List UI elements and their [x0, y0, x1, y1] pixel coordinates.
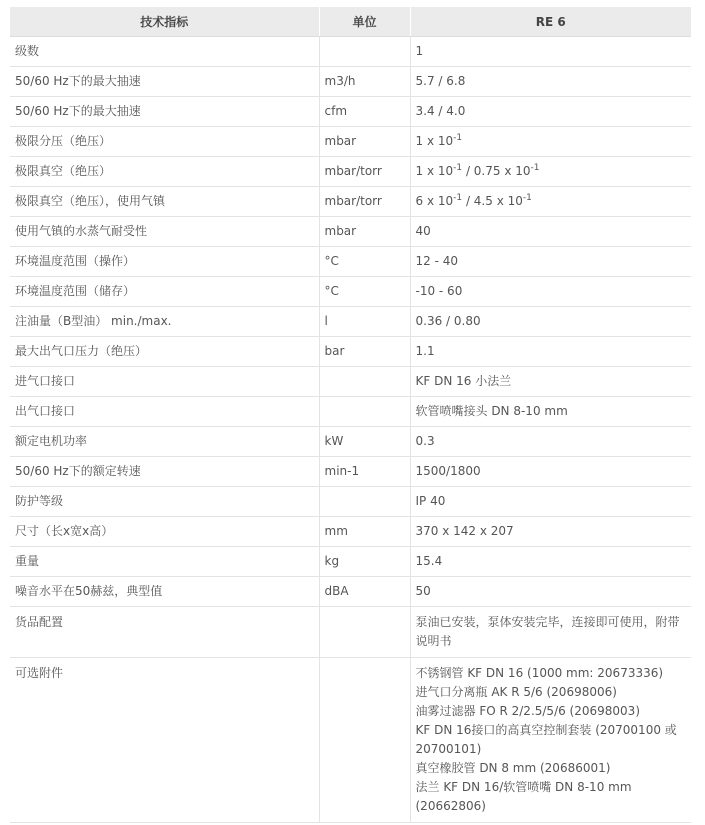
spec-value [410, 307, 691, 337]
spec-value: 泵油已安装，泵体安装完毕，连接即可使用，附带说明书 [410, 607, 691, 658]
accessory-item: 不锈钢管 KF DN 16 (1000 mm: 20673336) [415, 666, 664, 680]
spec-value-text-2: / 4.5 x 10 [462, 194, 523, 209]
spec-name: 50/60 Hz下的额定转速 [10, 457, 319, 487]
spec-unit [319, 37, 410, 67]
table-row [10, 157, 691, 187]
spec-unit: °C [319, 247, 410, 277]
spec-unit: kg [319, 547, 410, 577]
spec-name: 50/60 Hz下的最大抽速 [10, 97, 319, 127]
accessory-item: 油雾过滤器 FO R 2/2.5/5/6 (20698003) [415, 704, 641, 718]
table-row [10, 487, 691, 517]
spec-value [410, 397, 691, 427]
spec-value-text: 40 [415, 224, 431, 239]
spec-value [410, 337, 691, 367]
spec-value-text: 1 x 10 [415, 134, 454, 149]
table-row [10, 397, 691, 427]
spec-unit: °C [319, 277, 410, 307]
spec-unit: l [319, 307, 410, 337]
accessory-list [410, 658, 691, 823]
spec-value [410, 367, 691, 397]
spec-name: 出气口接口 [10, 397, 319, 427]
spec-value-text: 0.3 [415, 434, 435, 449]
spec-value [410, 517, 691, 547]
spec-unit [319, 397, 410, 427]
spec-unit: mbar [319, 127, 410, 157]
spec-name: 货品配置 [10, 607, 319, 658]
spec-value [410, 97, 691, 127]
spec-name: 50/60 Hz下的最大抽速 [10, 67, 319, 97]
spec-value [410, 427, 691, 457]
spec-value [410, 247, 691, 277]
header-row [10, 7, 691, 37]
spec-unit: mbar [319, 217, 410, 247]
spec-unit: mbar/torr [319, 157, 410, 187]
spec-unit: min-1 [319, 457, 410, 487]
table-row [10, 577, 691, 607]
spec-table [10, 7, 691, 823]
spec-unit: dBA [319, 577, 410, 607]
spec-value [410, 127, 691, 157]
accessory-item: 法兰 KF DN 16/软管喷嘴 DN 8-10 mm [415, 780, 632, 794]
spec-name: 噪音水平在50赫兹，典型值 [10, 577, 319, 607]
table-row [10, 427, 691, 457]
spec-value-text: 6 x 10 [415, 194, 454, 209]
table-row [10, 307, 691, 337]
spec-value [410, 217, 691, 247]
spec-value-text: 12 - 40 [415, 254, 458, 269]
spec-name: 最大出气口压力（绝压） [10, 337, 319, 367]
spec-unit [319, 487, 410, 517]
header-unit: 单位 [319, 7, 410, 37]
spec-name: 使用气镇的水蒸气耐受性 [10, 217, 319, 247]
spec-name: 注油量（B型油） min./max. [10, 307, 319, 337]
table-row [10, 217, 691, 247]
table-row [10, 67, 691, 97]
spec-name: 重量 [10, 547, 319, 577]
spec-unit [319, 607, 410, 658]
spec-value [410, 577, 691, 607]
spec-body [10, 37, 691, 823]
spec-name: 进气口接口 [10, 367, 319, 397]
exponent: -1 [453, 133, 463, 144]
spec-value-text: 1 [415, 44, 424, 59]
spec-unit: mm [319, 517, 410, 547]
exponent: -1 [522, 193, 532, 204]
spec-value-text: 0.36 / 0.80 [415, 314, 481, 329]
table-row [10, 367, 691, 397]
spec-value-text: 1 x 10 [415, 164, 454, 179]
spec-value [410, 157, 691, 187]
spec-name: 尺寸（长x宽x高） [10, 517, 319, 547]
table-row [10, 97, 691, 127]
spec-value-text: 5.7 / 6.8 [415, 74, 466, 89]
spec-name: 环境温度范围（储存） [10, 277, 319, 307]
spec-unit: cfm [319, 97, 410, 127]
table-row [10, 517, 691, 547]
spec-name: 可选附件 [10, 658, 319, 823]
table-row [10, 247, 691, 277]
exponent: -1 [530, 163, 540, 174]
spec-value [410, 487, 691, 517]
spec-name: 级数 [10, 37, 319, 67]
table-row [10, 457, 691, 487]
table-row [10, 187, 691, 217]
spec-name: 额定电机功率 [10, 427, 319, 457]
accessory-item: 真空橡胶管 DN 8 mm (20686001) [415, 761, 611, 775]
spec-name: 环境温度范围（操作） [10, 247, 319, 277]
spec-unit [319, 367, 410, 397]
header-spec: 技术指标 [10, 7, 319, 37]
table-row [10, 37, 691, 67]
spec-unit: kW [319, 427, 410, 457]
spec-value-text: -10 - 60 [415, 284, 463, 299]
spec-value-text-2: / 0.75 x 10 [462, 164, 531, 179]
exponent: -1 [453, 163, 463, 174]
spec-unit: bar [319, 337, 410, 367]
table-row [10, 127, 691, 157]
table-row-delivery [10, 607, 691, 658]
spec-unit: mbar/torr [319, 187, 410, 217]
spec-name: 防护等级 [10, 487, 319, 517]
spec-value-text: 1500/1800 [415, 464, 481, 479]
spec-name: 极限真空（绝压） [10, 157, 319, 187]
spec-value-text: KF DN 16 小法兰 [415, 374, 512, 389]
spec-value-text: 50 [415, 584, 431, 599]
table-row [10, 277, 691, 307]
spec-value [410, 187, 691, 217]
exponent: -1 [453, 193, 463, 204]
spec-value [410, 457, 691, 487]
header-model: RE 6 [410, 7, 691, 37]
spec-value [410, 547, 691, 577]
accessory-item: KF DN 16接口的高真空控制套装 (20700100 或 [415, 723, 677, 737]
table-row-accessories [10, 658, 691, 823]
spec-value-text: 1.1 [415, 344, 435, 359]
spec-value-text: 15.4 [415, 554, 443, 569]
spec-value [410, 277, 691, 307]
spec-name: 极限真空（绝压），使用气镇 [10, 187, 319, 217]
spec-value [410, 37, 691, 67]
spec-value [410, 67, 691, 97]
spec-unit: m3/h [319, 67, 410, 97]
spec-value-text: IP 40 [415, 494, 446, 509]
spec-value-text: 软管喷嘴接头 DN 8-10 mm [415, 404, 568, 419]
accessory-item: 进气口分离瓶 AK R 5/6 (20698006) [415, 685, 617, 699]
spec-value-text: 370 x 142 x 207 [415, 524, 514, 539]
accessory-item: 20700101) [415, 742, 482, 756]
table-row [10, 547, 691, 577]
spec-unit [319, 658, 410, 823]
spec-name: 极限分压（绝压） [10, 127, 319, 157]
spec-value-text: 3.4 / 4.0 [415, 104, 466, 119]
table-row [10, 337, 691, 367]
accessory-item: (20662806) [415, 799, 486, 813]
